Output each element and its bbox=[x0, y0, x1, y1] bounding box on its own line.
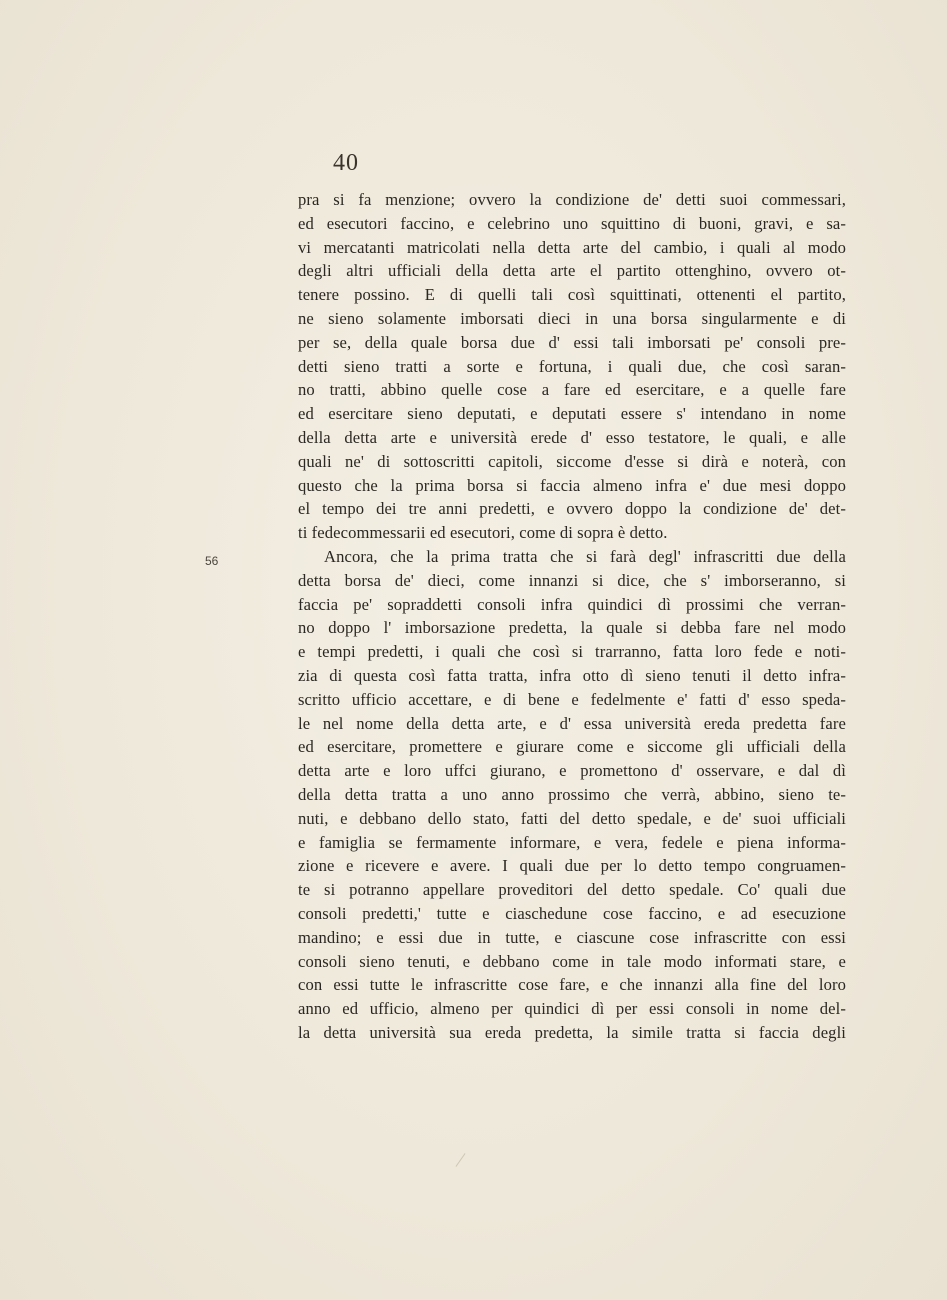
text-line: nuti, e debbano dello stato, fatti del detto spedale, e de' suoi ufficiali bbox=[298, 808, 846, 828]
text-line: e tempi predetti, i quali che così si trarranno, fatta loro fede e noti- bbox=[298, 642, 846, 662]
margin-note: 56 bbox=[205, 554, 219, 568]
text-line: tenere possino. E di quelli tali così squittinati, ottenenti el partito, bbox=[298, 285, 846, 305]
text-line: della detta tratta a uno anno prossimo che verrà, abbino, sieno te- bbox=[298, 784, 846, 804]
text-line: questo che la prima borsa si faccia almeno infra e' due mesi doppo bbox=[298, 475, 846, 495]
text-line: no tratti, abbino quelle cose a fare ed esercitare, e a quelle fare bbox=[298, 380, 846, 400]
text-line: ed esercitare sieno deputati, e deputati essere s' intendano in nome bbox=[298, 404, 846, 424]
text-line: ne sieno solamente imborsati dieci in una borsa singularmente e di bbox=[298, 308, 846, 328]
text-line: consoli sieno tenuti, e debbano come in tale modo informati stare, e bbox=[298, 951, 846, 971]
text-line: detta borsa de' dieci, come innanzi si dice, che s' imborseranno, si bbox=[298, 570, 846, 590]
text-line: degli altri ufficiali della detta arte el partito ottenghino, ovvero ot- bbox=[298, 261, 846, 281]
text-line: Ancora, che la prima tratta che si farà degl' infrascritti due della bbox=[324, 546, 846, 566]
paragraph bbox=[298, 545, 846, 1045]
text-line: la detta università sua ereda predetta, la simile tratta si faccia degli bbox=[298, 1022, 846, 1042]
text-line: quali ne' di sottoscritti capitoli, siccome d'esse si dirà e noterà, con bbox=[298, 451, 846, 471]
text-line: ed esercitare, promettere e giurare come e siccome gli ufficiali della bbox=[298, 737, 846, 757]
paragraph bbox=[298, 188, 846, 545]
text-line: con essi tutte le infrascritte cose fare, e che innanzi alla fine del loro bbox=[298, 975, 846, 995]
text-line: consoli predetti,' tutte e ciaschedune cose faccino, e ad esecuzione bbox=[298, 903, 846, 923]
text-line: mandino; e essi due in tutte, e ciascune cose infrascritte con essi bbox=[298, 927, 846, 947]
text-line: zione e ricevere e avere. I quali due per lo detto tempo congruamen- bbox=[298, 856, 846, 876]
paper-mark bbox=[456, 1153, 466, 1167]
text-line: ti fedecommessarii ed esecutori, come di sopra è detto. bbox=[298, 523, 668, 543]
text-line: zia di questa così fatta tratta, infra otto dì sieno tenuti il detto infra- bbox=[298, 665, 846, 685]
body-text bbox=[298, 188, 846, 1045]
text-line: per se, della quale borsa due d' essi tali imborsati pe' consoli pre- bbox=[298, 332, 846, 352]
text-line: anno ed ufficio, almeno per quindici dì per essi consoli in nome del- bbox=[298, 999, 846, 1019]
text-line: el tempo dei tre anni predetti, e ovvero doppo la condizione de' det- bbox=[298, 499, 846, 519]
text-line: detti sieno tratti a sorte e fortuna, i quali due, che così saran- bbox=[298, 356, 846, 376]
text-line: pra si fa menzione; ovvero la condizione de' detti suoi commessari, bbox=[298, 190, 846, 209]
text-line: te si potranno appellare proveditori del detto spedale. Co' quali due bbox=[298, 880, 846, 900]
text-line: le nel nome della detta arte, e d' essa università ereda predetta fare bbox=[298, 713, 846, 733]
text-line: vi mercatanti matricolati nella detta arte del cambio, i quali al modo bbox=[298, 237, 846, 257]
text-line: scritto ufficio accettare, e di bene e fedelmente e' fatti d' esso speda- bbox=[298, 689, 846, 709]
text-line: della detta arte e università erede d' esso testatore, le quali, e alle bbox=[298, 427, 846, 447]
text-line: ed esecutori faccino, e celebrino uno squittino di buoni, gravi, e sa- bbox=[298, 213, 846, 233]
text-line: faccia pe' sopraddetti consoli infra quindici dì prossimi che verran- bbox=[298, 594, 846, 614]
text-line: detta arte e loro uffci giurano, e promettono d' osservare, e dal dì bbox=[298, 761, 846, 781]
text-line: e famiglia se fermamente informare, e vera, fedele e piena informa- bbox=[298, 832, 846, 852]
text-line: no doppo l' imborsazione predetta, la quale si debba fare nel modo bbox=[298, 618, 846, 638]
page-number: 40 bbox=[333, 150, 359, 176]
